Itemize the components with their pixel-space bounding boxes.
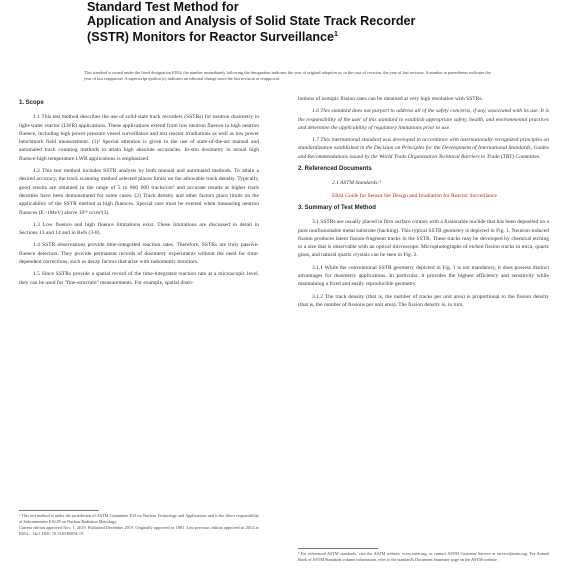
- footnote-1-text: ¹ This test method is under the jurisdiction of ASTM Committee E10 on Nuclear Technology and Applications and is the direct responsibility of Subcommittee E10.05 on Nuclear Radiation Metrology.: [19, 513, 259, 525]
- document-title: [87, 0, 507, 44]
- section-1-heading: 1. Scope: [19, 100, 44, 106]
- footnote-1-edition: Current edition approved Nov. 1, 2019. Published December 2019. Originally approved in 1981. Last previous edition approved in 2014 as E854 – 14ε1. DOI: 10.1520/E0854-19.: [19, 525, 259, 537]
- paragraph-3-1: 3.1 SSTRs are usually placed in firm surface contact with a fissionable nuclide that has been deposited on a pure nonfissionable metal substrate (backing). This typical SSTR geometry is depicted in Fig. 1. Neutron-induced fission produces latent fission-fragment tracks in the SSTR. These tracks may be developed by chemical etching to a size that is observable with an optical microscope. Microphotographs of etched fission tracks in mica, quartz glass, and natural quartz crystals can be seen in Fig. 2.: [298, 219, 549, 259]
- paragraph-1-5-continued: butions of isotopic fission rates can be obtained at very high resolution with SSTRs.: [298, 96, 483, 102]
- title-footnote-mark: 1: [334, 31, 338, 38]
- paragraph-3-1-1: 3.1.1 While the conventional SSTR geometry depicted in Fig. 1 is not mandatory, it does possess distinct advantages for dosimetry applications. In particular, it provides the highest efficiency and sensitivity while maintaining a fixed and easily reproducible geometry.: [298, 264, 549, 288]
- paragraph-3-1-2: 3.1.2 The track density (that is, the number of tracks per unit area) is proportional to the fission density (that is, the number of fissions per unit area). The fission density is, in turn,: [298, 293, 549, 308]
- designation-notice: This standard is issued under the fixed designation E854; the number immediately following the designation indicates the year of original adoption or, in the case of revision, the year of last revision. A number in parentheses indicates the year of last reapproval. A superscript epsilon (ε) indicates an editorial change since the last revision or reapproval.: [84, 70, 491, 82]
- title-line-3: (SSTR) Monitors for Reactor Surveillance$^1$: [87, 30, 338, 45]
- e844-link[interactable]: E844 Guide for Sensor Set Design and Irradiation for Reactor Surveillance: [332, 192, 497, 199]
- footnote-1: [19, 513, 259, 537]
- paragraph-1-1: 1.1 This test method describes the use of solid-state track recorders (SSTRs) for neutron dosimetry in light-water reactor (LWR) applications. These applications extend from low neutron fluence to high neutron fluence, including high power pressure vessel surveillance and test reactor irradiations as well as low power benchmark field measurement. (1)² Special attention is given to the use of state-of-the-art manual and automated track counting methods to attain high absolute accuracies. In-situ dosimetry in actual high fluence-high temperature LWR applications is emphasized.: [19, 114, 259, 162]
- paragraph-1-2: 1.2 This test method includes SSTR analysis by both manual and automated methods. To attain a desired accuracy, the track scanning method selected places limits on the allowable track density. Typically, good results are obtained in the range of 5 to 800 000 tracks/cm² and accurate results at higher track densities have been demonstrated for some cases. (2) Track density and other factors place limits on the applicability of the SSTR method at high fluences. Special care must be exerted when measuring neutron fluences (E>1MeV) above 10¹⁶ n/cm²(3).: [19, 168, 259, 216]
- right-column: [298, 95, 549, 313]
- paragraph-1-5: 1.5 Since SSTRs provide a spatial record of the time-integrated reaction rate at a microscopic level, they can be used for "fine-structure" measurements. For example, spatial distri-: [19, 271, 259, 286]
- footnote-3: ³ For referenced ASTM standards, visit the ASTM website, www.astm.org, or contact ASTM Customer Service at service@astm.org. For Annual Book of ASTM Standards volume information, refer to the standard's Document Summary page on the ASTM website.: [298, 551, 549, 563]
- footnote-divider-right: [298, 548, 378, 549]
- title-line-1: Standard Test Method for: [87, 0, 239, 14]
- paragraph-1-4: 1.4 SSTR observations provide time-integrated reaction rates. Therefore, SSTRs are truly passive-fluence detectors. They provide permanent records of dosimetry experiments without the need for time-dependent corrections, such as decay factors that arise with radiometric monitors.: [19, 242, 259, 266]
- astm-standards-ref: 2.1 ASTM Standards:³: [332, 180, 381, 187]
- title-line-2: Application and Analysis of Solid State Track Recorder: [87, 14, 416, 28]
- section-2-heading: 2. Referenced Documents: [298, 166, 372, 173]
- paragraph-1-7: 1.7 This international standard was developed in accordance with internationally recognized principles on standardization established in the Decision on Principles for the Development of International Standards, Guides and Recommendations issued by the World Trade Organization Technical Barriers to Trade (TBT) Committee.: [298, 137, 549, 160]
- paragraph-1-6: 1.6 This standard does not purport to address all of the safety concerns, if any, associated with its use. It is the responsibility of the user of this standard to establish appropriate safety, health, and environmental practices and determine the applicability of regulatory limitations prior to use.: [298, 108, 549, 131]
- section-3-heading: 3. Summary of Test Method: [298, 204, 376, 211]
- left-column: [19, 95, 259, 291]
- footnote-divider-left: [19, 510, 99, 511]
- paragraph-1-3: 1.3 Low fluence and high fluence limitations exist. These limitations are discussed in detail in Sections 13 and 14 and in Refs (3-8).: [19, 221, 259, 237]
